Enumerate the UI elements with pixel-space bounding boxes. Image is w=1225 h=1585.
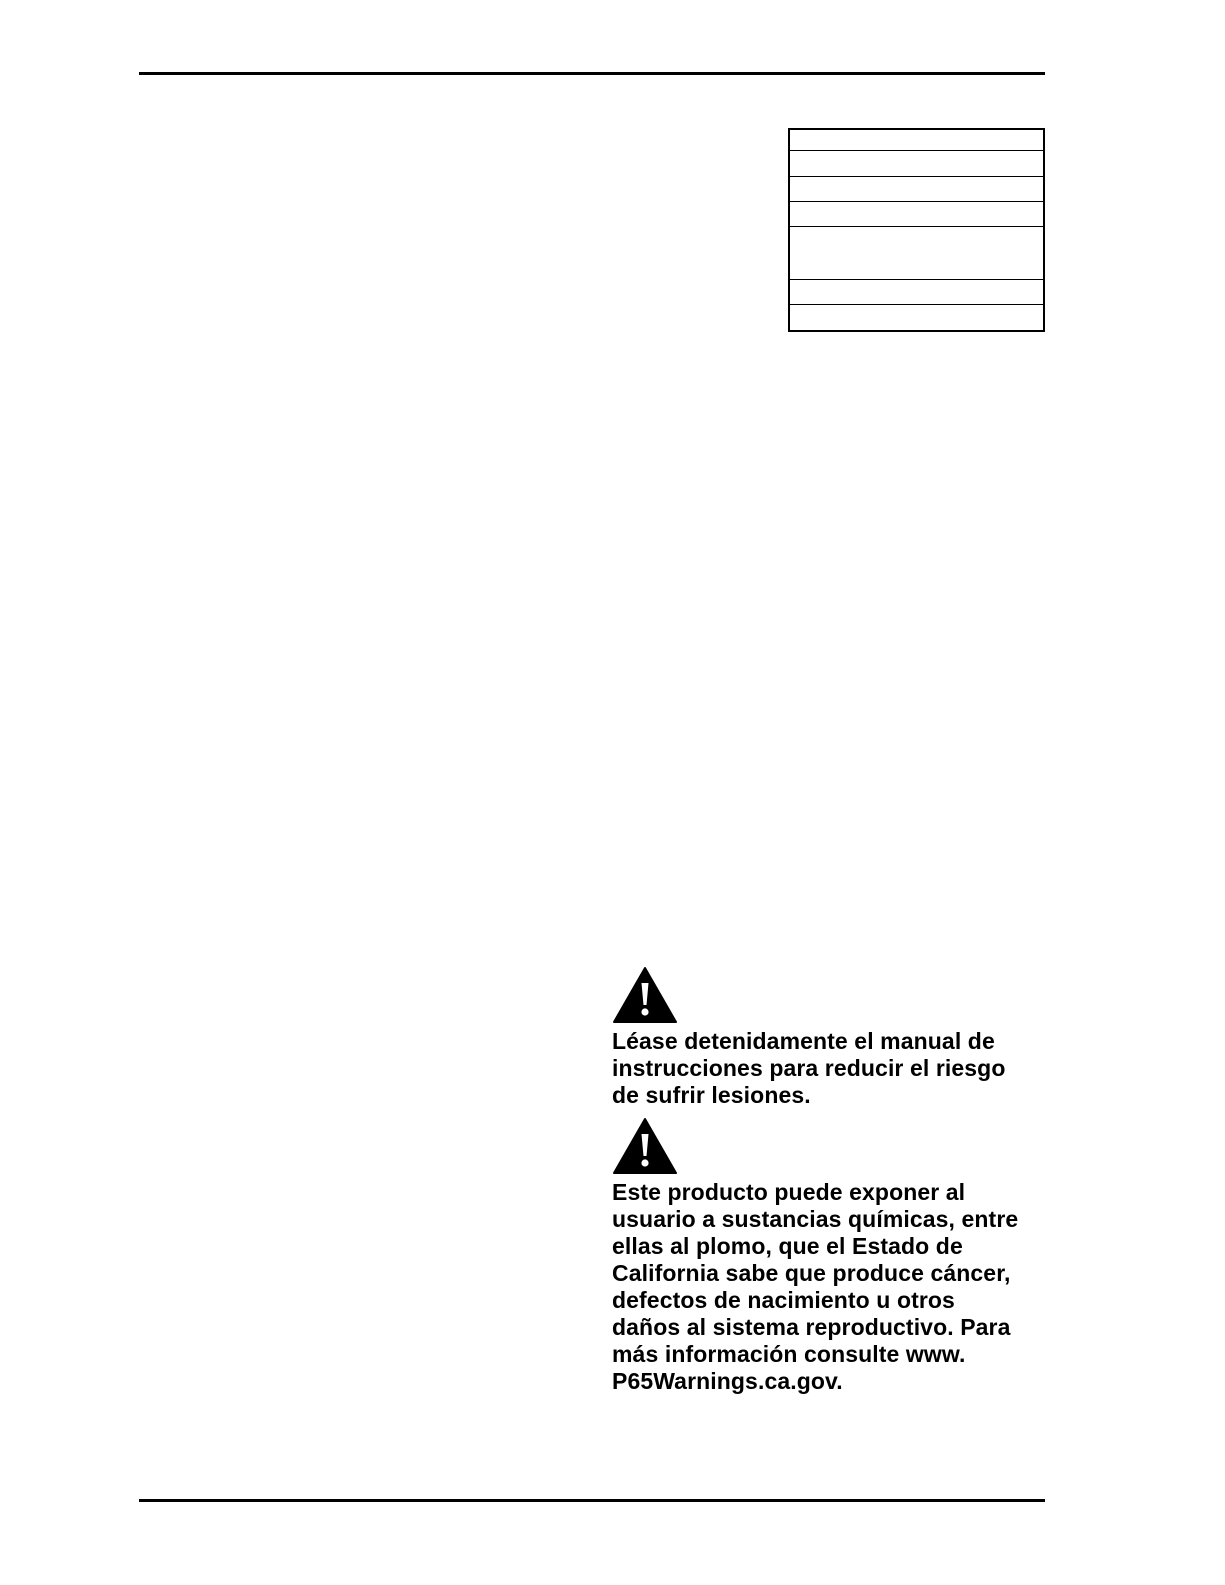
contents-table-row bbox=[790, 150, 1043, 151]
warning-text: Léase detenidamente el manual de instrucciones para reducir el riesgo de sufrir lesiones. bbox=[612, 1028, 1006, 1108]
warning-read-manual bbox=[612, 966, 1042, 1109]
warning-prop65 bbox=[612, 1117, 1042, 1395]
warning-text: Este producto puede exponer al usuario a sustancias químicas, entre ellas al plomo, que el Estado de California sabe que produce cáncer, defectos de nacimiento u otros daños al sistema reproductivo. Para más información consulte www. P65Warnings.ca.gov. bbox=[612, 1179, 1019, 1394]
contents-table-row bbox=[790, 304, 1043, 305]
contents-table-row bbox=[790, 226, 1043, 227]
contents-table-row bbox=[790, 279, 1043, 280]
contents-table-row bbox=[790, 201, 1043, 202]
contents-table-row bbox=[790, 176, 1043, 177]
warning-triangle-icon bbox=[612, 1117, 678, 1175]
top-rule bbox=[139, 72, 1045, 75]
bottom-rule bbox=[139, 1499, 1045, 1502]
contents-table bbox=[788, 128, 1045, 332]
warning-triangle-icon bbox=[612, 966, 678, 1024]
